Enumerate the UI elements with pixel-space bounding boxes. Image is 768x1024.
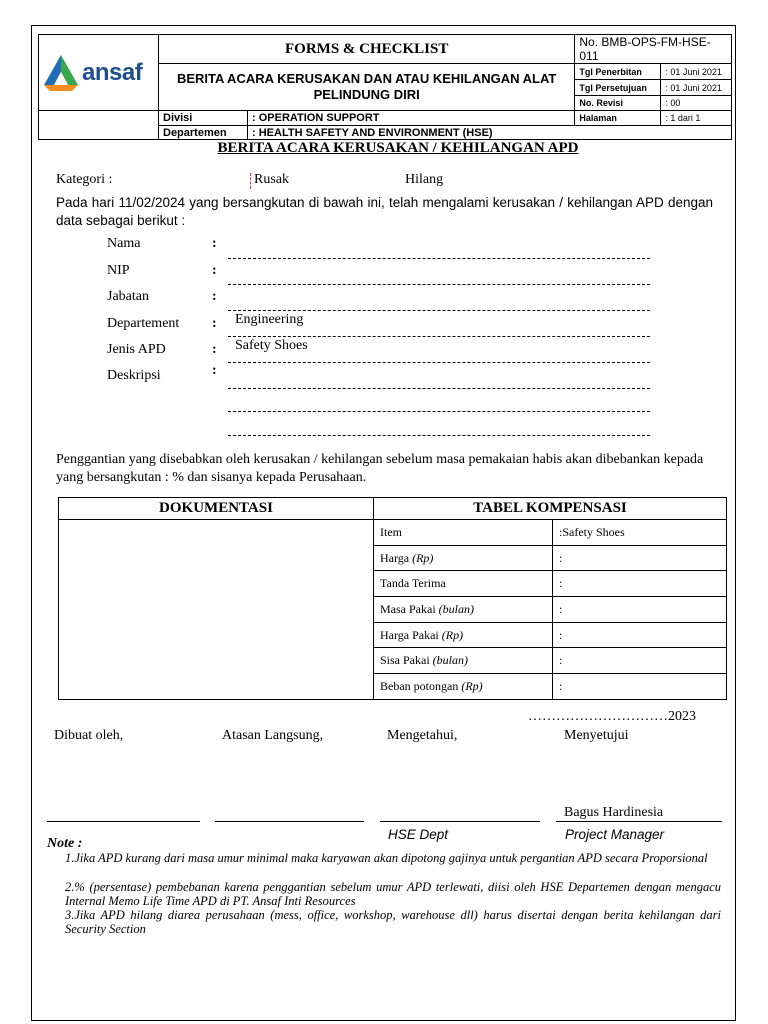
field-label-nip: NIP — [107, 263, 130, 278]
field-label-jenis-apd: Jenis APD — [107, 342, 166, 357]
table-row-value: : — [553, 622, 727, 648]
divisi-label: Divisi — [159, 111, 248, 126]
signature-line-atasan[interactable] — [215, 821, 364, 822]
deskripsi-field[interactable] — [228, 388, 650, 389]
table-row-label: Harga Pakai (Rp) — [374, 622, 553, 648]
intro-paragraph: Pada hari 11/02/2024 yang bersangkutan di bawah ini, telah mengalami kerusakan / kehilangan APD dengan data sebagai berikut : — [56, 195, 713, 228]
deskripsi-line[interactable] — [228, 435, 650, 436]
company-logo — [39, 53, 158, 93]
table-row-label: Sisa Pakai (bulan) — [374, 648, 553, 674]
signature-line-mengetahui[interactable] — [380, 821, 540, 822]
departemen-label: Departemen — [159, 126, 248, 140]
table-row-label: Masa Pakai (bulan) — [374, 597, 553, 623]
table-row-value: : — [553, 597, 727, 623]
replacement-paragraph: Penggantian yang disebabkan oleh kerusakan / kehilangan sebelum masa pemakaian habis akan dibebankan kepada yang bersangkutan : % dan sisanya kepada Perusahaan. — [56, 452, 704, 485]
approver-name: Bagus Hardinesia — [564, 805, 664, 820]
meta-value: : 1 dari 1 — [661, 111, 732, 126]
dibuat-label: Dibuat oleh, — [54, 728, 124, 743]
nip-field[interactable] — [228, 284, 650, 285]
field-colon: : — [212, 263, 217, 278]
compensation-table — [58, 497, 727, 700]
jabatan-field[interactable] — [228, 310, 650, 311]
meta-label: Tgl Penerbitan — [575, 64, 661, 80]
meta-value: : 00 — [661, 96, 732, 111]
table-row-value: :Safety Shoes — [553, 520, 727, 546]
logo-text: ansaf — [82, 58, 143, 86]
compensation-header: TABEL KOMPENSASI — [374, 498, 727, 520]
note-item: 3.Jika APD hilang diarea perusahaan (mess, office, workshop, warehouse dll) harus disertai dengan berita kehilangan dari Security Section — [65, 908, 721, 936]
field-label-nama: Nama — [107, 236, 141, 251]
field-colon: : — [212, 289, 217, 304]
table-row-value: : — [553, 674, 727, 700]
mengetahui-label: Mengetahui, — [387, 728, 458, 743]
logo-cell — [39, 35, 159, 111]
field-colon: : — [212, 236, 217, 251]
deskripsi-line[interactable] — [228, 411, 650, 412]
option-rusak: Rusak — [254, 172, 289, 187]
form-title: BERITA ACARA KERUSAKAN / KEHILANGAN APD — [217, 140, 579, 156]
jenis-apd-field[interactable] — [228, 362, 650, 363]
meta-label: Halaman — [575, 111, 661, 126]
divisi-value: : OPERATION SUPPORT — [248, 111, 575, 126]
kategori-label: Kategori : — [56, 172, 113, 187]
nama-field[interactable] — [228, 258, 650, 259]
departement-value: Engineering — [235, 312, 304, 327]
documentation-header: DOKUMENTASI — [59, 498, 374, 520]
table-row-label: Item — [374, 520, 553, 546]
note-item: 2.% (persentase) pembebanan karena penggantian sebelum umur APD terlewati, diisi oleh HSE Departemen dengan mengacu Internal Memo Life Time APD di PT. Ansaf Inti Resources — [65, 880, 721, 908]
meta-value: : 01 Juni 2021 — [661, 80, 732, 96]
departemen-value: : HEALTH SAFETY AND ENVIRONMENT (HSE) — [248, 126, 732, 140]
menyetujui-label: Menyetujui — [564, 728, 629, 743]
field-label-deskripsi: Deskripsi — [107, 368, 161, 383]
jenis-apd-value: Safety Shoes — [235, 338, 308, 353]
documentation-area[interactable] — [59, 520, 374, 700]
field-colon: : — [212, 363, 217, 378]
doc-title: BERITA ACARA KERUSAKAN DAN ATAU KEHILANGAN ALAT PELINDUNG DIRI — [159, 64, 575, 111]
field-label-jabatan: Jabatan — [107, 289, 149, 304]
doc-number: No. BMB-OPS-FM-HSE-011 — [575, 35, 732, 64]
meta-label: Tgl Persetujuan — [575, 80, 661, 96]
departement-field[interactable] — [228, 336, 650, 337]
meta-value: : 01 Juni 2021 — [661, 64, 732, 80]
form-header — [38, 34, 732, 140]
table-row-label: Beban potongan (Rp) — [374, 674, 553, 700]
ansaf-logo-icon — [42, 53, 80, 93]
rusak-checkbox[interactable] — [250, 173, 251, 189]
hse-dept-label: HSE Dept — [388, 827, 449, 842]
note-label: Note : — [47, 836, 83, 851]
field-colon: : — [212, 342, 217, 357]
option-hilang: Hilang — [405, 172, 444, 187]
meta-label: No. Revisi — [575, 96, 661, 111]
logo-spacer — [39, 111, 159, 140]
signature-line-dibuat[interactable] — [47, 821, 200, 822]
forms-title: FORMS & CHECKLIST — [159, 35, 575, 64]
signature-line-menyetujui[interactable] — [556, 821, 722, 822]
table-row-label: Harga (Rp) — [374, 545, 553, 571]
date-line: …………………………2023 — [528, 709, 696, 724]
project-manager-label: Project Manager — [565, 827, 665, 842]
table-row-value: : — [553, 545, 727, 571]
atasan-label: Atasan Langsung, — [222, 728, 324, 743]
table-row-value: : — [553, 648, 727, 674]
note-item: 1.Jika APD kurang dari masa umur minimal maka karyawan akan dipotong gajinya untuk pergantian APD secara Proporsional — [65, 851, 708, 865]
field-label-departement: Departement — [107, 316, 180, 331]
table-row-label: Tanda Terima — [374, 571, 553, 597]
table-row-value: : — [553, 571, 727, 597]
field-colon: : — [212, 316, 217, 331]
